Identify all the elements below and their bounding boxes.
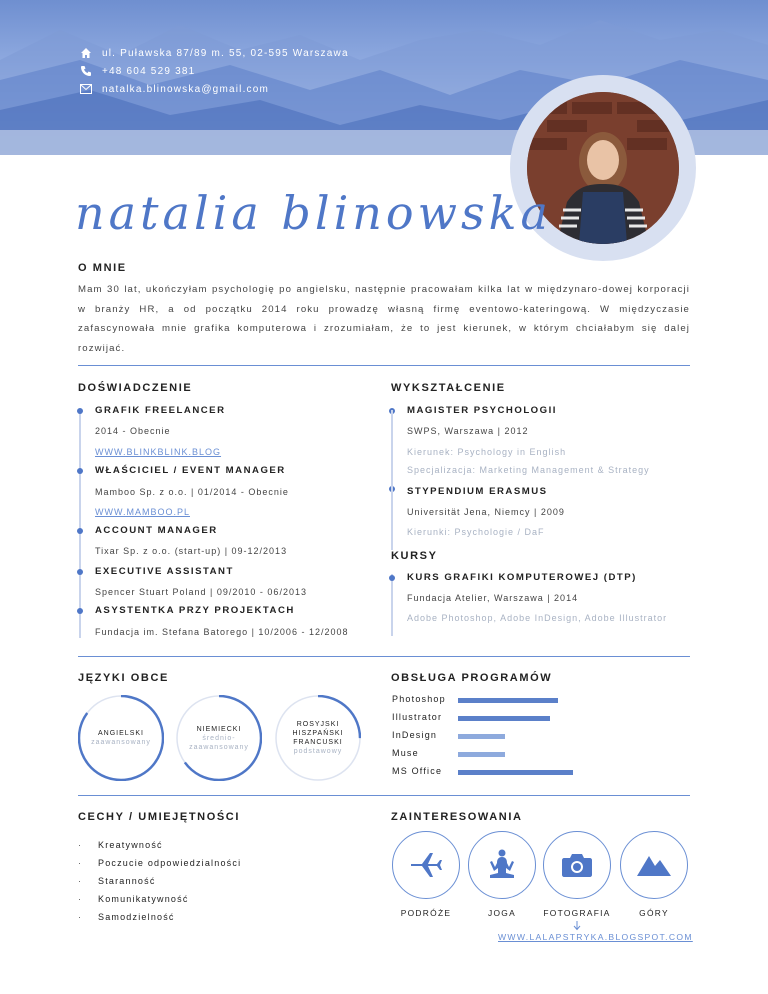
hobby-mountains: [620, 831, 688, 899]
course-tools: Adobe Photoshop, Adobe InDesign, Adobe Illustrator: [407, 613, 668, 623]
contact-email: [80, 80, 349, 98]
phone-text: +48 604 529 381: [102, 65, 196, 77]
experience-role: ACCOUNT MANAGER: [95, 525, 218, 536]
arrow-down-icon: [572, 921, 582, 931]
home-icon: [80, 47, 92, 59]
course-role: KURS GRAFIKI KOMPUTEROWEJ (DTP): [407, 572, 637, 583]
about-title: O MNIE: [78, 262, 127, 274]
language-name: NIEMIECKI: [196, 725, 242, 733]
hobby-label: FOTOGRAFIA: [543, 908, 611, 918]
education-specialization: Specjalizacja: Marketing Management & Strategy: [407, 465, 650, 475]
languages-title: JĘZYKI OBCE: [78, 672, 169, 684]
language-name: ROSYJSKI HISZPAŃSKI FRANCUSKI: [292, 721, 344, 746]
full-name: natalia blinowska: [75, 186, 552, 240]
courses-timeline: [391, 574, 393, 636]
education-meta: Universität Jena, Niemcy | 2009: [407, 507, 565, 517]
software-name: Photoshop: [392, 694, 446, 704]
language-label: [78, 729, 164, 747]
mountains-icon: [635, 847, 673, 883]
software-name: Muse: [392, 748, 419, 758]
hobby-photography: [543, 831, 611, 899]
education-role: STYPENDIUM ERASMUS: [407, 486, 548, 497]
experience-link[interactable]: WWW.MAMBOO.PL: [95, 507, 190, 517]
experience-role: GRAFIK FREELANCER: [95, 405, 226, 416]
language-label: [176, 725, 262, 752]
experience-role: WŁAŚCICIEL / EVENT MANAGER: [95, 465, 286, 476]
interests-title: ZAINTERESOWANIA: [391, 811, 523, 823]
trait-item: · Kreatywność: [78, 840, 163, 850]
hobby-label: GÓRY: [639, 908, 669, 918]
phone-icon: [80, 65, 92, 77]
software-level-bar: [458, 698, 558, 703]
timeline-dot: [77, 569, 83, 575]
camera-icon: [559, 847, 595, 883]
language-level: zaawansowany: [91, 739, 151, 746]
plane-icon: [408, 847, 444, 883]
software-level-bar: [458, 770, 573, 775]
envelope-icon: [80, 83, 92, 95]
contact-address: [80, 44, 349, 62]
hobby-yoga: [468, 831, 536, 899]
software-name: MS Office: [392, 766, 443, 776]
software-title: OBSŁUGA PROGRAMÓW: [391, 672, 553, 684]
divider: [78, 365, 690, 366]
experience-meta: Mamboo Sp. z o.o. | 01/2014 - Obecnie: [95, 487, 289, 497]
experience-meta: 2014 - Obecnie: [95, 426, 171, 436]
education-title: WYKSZTAŁCENIE: [391, 382, 506, 394]
courses-title: KURSY: [391, 550, 438, 562]
trait-item: · Komunikatywność: [78, 894, 189, 904]
education-meta: SWPS, Warszawa | 2012: [407, 426, 529, 436]
hobby-label: PODRÓŻE: [400, 908, 452, 918]
software-name: InDesign: [392, 730, 438, 740]
experience-meta: Fundacja im. Stefana Batorego | 10/2006 - 12/2008: [95, 627, 349, 637]
language-label: [275, 720, 361, 756]
software-level-bar: [458, 734, 505, 739]
trait-item: · Samodzielność: [78, 912, 175, 922]
course-meta: Fundacja Atelier, Warszawa | 2014: [407, 593, 579, 603]
timeline-dot: [389, 575, 395, 581]
software-level-bar: [458, 752, 505, 757]
timeline-dot: [77, 408, 83, 414]
divider: [78, 795, 690, 796]
blog-link[interactable]: WWW.LALAPSTRYKA.BLOGSPOT.COM: [498, 932, 693, 942]
language-level: średnio- zaawansowany: [189, 734, 249, 751]
education-role: MAGISTER PSYCHOLOGII: [407, 405, 557, 416]
contact-phone: [80, 62, 349, 80]
experience-link[interactable]: WWW.BLINKBLINK.BLOG: [95, 447, 222, 457]
experience-meta: Tixar Sp. z o.o. (start-up) | 09-12/2013: [95, 546, 288, 556]
experience-role: ASYSTENTKA PRZY PROJEKTACH: [95, 605, 295, 616]
experience-meta: Spencer Stuart Poland | 09/2010 - 06/2013: [95, 587, 307, 597]
hobby-label: JOGA: [487, 908, 516, 918]
trait-item: · Staranność: [78, 876, 156, 886]
trait-item: · Poczucie odpowiedzialności: [78, 858, 242, 868]
address-text: ul. Puławska 87/89 m. 55, 02-595 Warszawa: [102, 47, 349, 59]
experience-timeline: [79, 410, 81, 638]
software-level-bar: [458, 716, 550, 721]
education-timeline: [391, 410, 393, 550]
hobby-travel: [392, 831, 460, 899]
language-level: podstawowy: [293, 748, 343, 755]
timeline-dot: [77, 528, 83, 534]
software-name: Illustrator: [392, 712, 443, 722]
language-name: ANGIELSKI: [98, 730, 144, 737]
education-field: Kierunek: Psychology in English: [407, 447, 567, 457]
timeline-dot: [77, 608, 83, 614]
experience-title: DOŚWIADCZENIE: [78, 382, 193, 394]
traits-title: CECHY / UMIEJĘTNOŚCI: [78, 811, 240, 823]
contact-block: [80, 44, 349, 98]
timeline-dot: [77, 468, 83, 474]
experience-role: EXECUTIVE ASSISTANT: [95, 566, 234, 577]
about-text: Mam 30 lat, ukończyłam psychologię po angielsku, następnie pracowałam kilka lat w międzynaro-dowej korporacji w branży HR, a od początku 2014 roku prowadzę własną firmę eventowo-kateringową. W międzyczasie zafascynowała mnie grafika komputerowa i zrozumiałam, że to jest kierunek, w którym chciałabym się dalej rozwijać.: [78, 284, 690, 354]
yoga-icon: [484, 847, 520, 883]
education-field: Kierunki: Psychologie / DaF: [407, 527, 545, 537]
divider: [78, 656, 690, 657]
email-text[interactable]: natalka.blinowska@gmail.com: [102, 83, 270, 95]
